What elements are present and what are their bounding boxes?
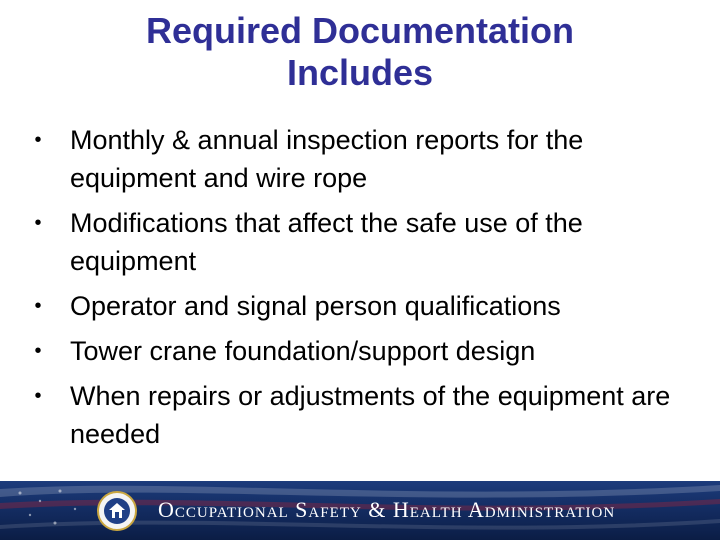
- bullet-item: [28, 121, 708, 197]
- bullet-icon: •: [34, 129, 42, 151]
- bullet-item: [28, 332, 708, 370]
- bullet-item: [28, 377, 708, 453]
- slide-title-line-1: Required Documentation: [145, 10, 575, 51]
- bullet-list: [28, 121, 708, 460]
- slide-title-line-2: Includes: [286, 52, 434, 93]
- agency-name: Occupational Safety & Health Administration: [158, 497, 616, 522]
- slide-title: [0, 10, 720, 94]
- bullet-icon: •: [34, 340, 42, 362]
- bullet-text: Monthly & annual inspection reports for the equipment and wire rope: [70, 125, 584, 193]
- bullet-text: Operator and signal person qualifications: [70, 291, 561, 321]
- bullet-item: [28, 204, 708, 280]
- bullet-icon: •: [34, 385, 42, 407]
- osha-footer-banner: [0, 481, 720, 540]
- department-of-labor-seal-icon: [97, 491, 137, 531]
- bullet-text: Tower crane foundation/support design: [70, 336, 536, 366]
- bullet-text: When repairs or adjustments of the equipment are needed: [70, 381, 671, 449]
- bullet-icon: •: [34, 295, 42, 317]
- bullet-icon: •: [34, 212, 42, 234]
- bullet-item: [28, 287, 708, 325]
- bullet-text: Modifications that affect the safe use of the equipment: [70, 208, 583, 276]
